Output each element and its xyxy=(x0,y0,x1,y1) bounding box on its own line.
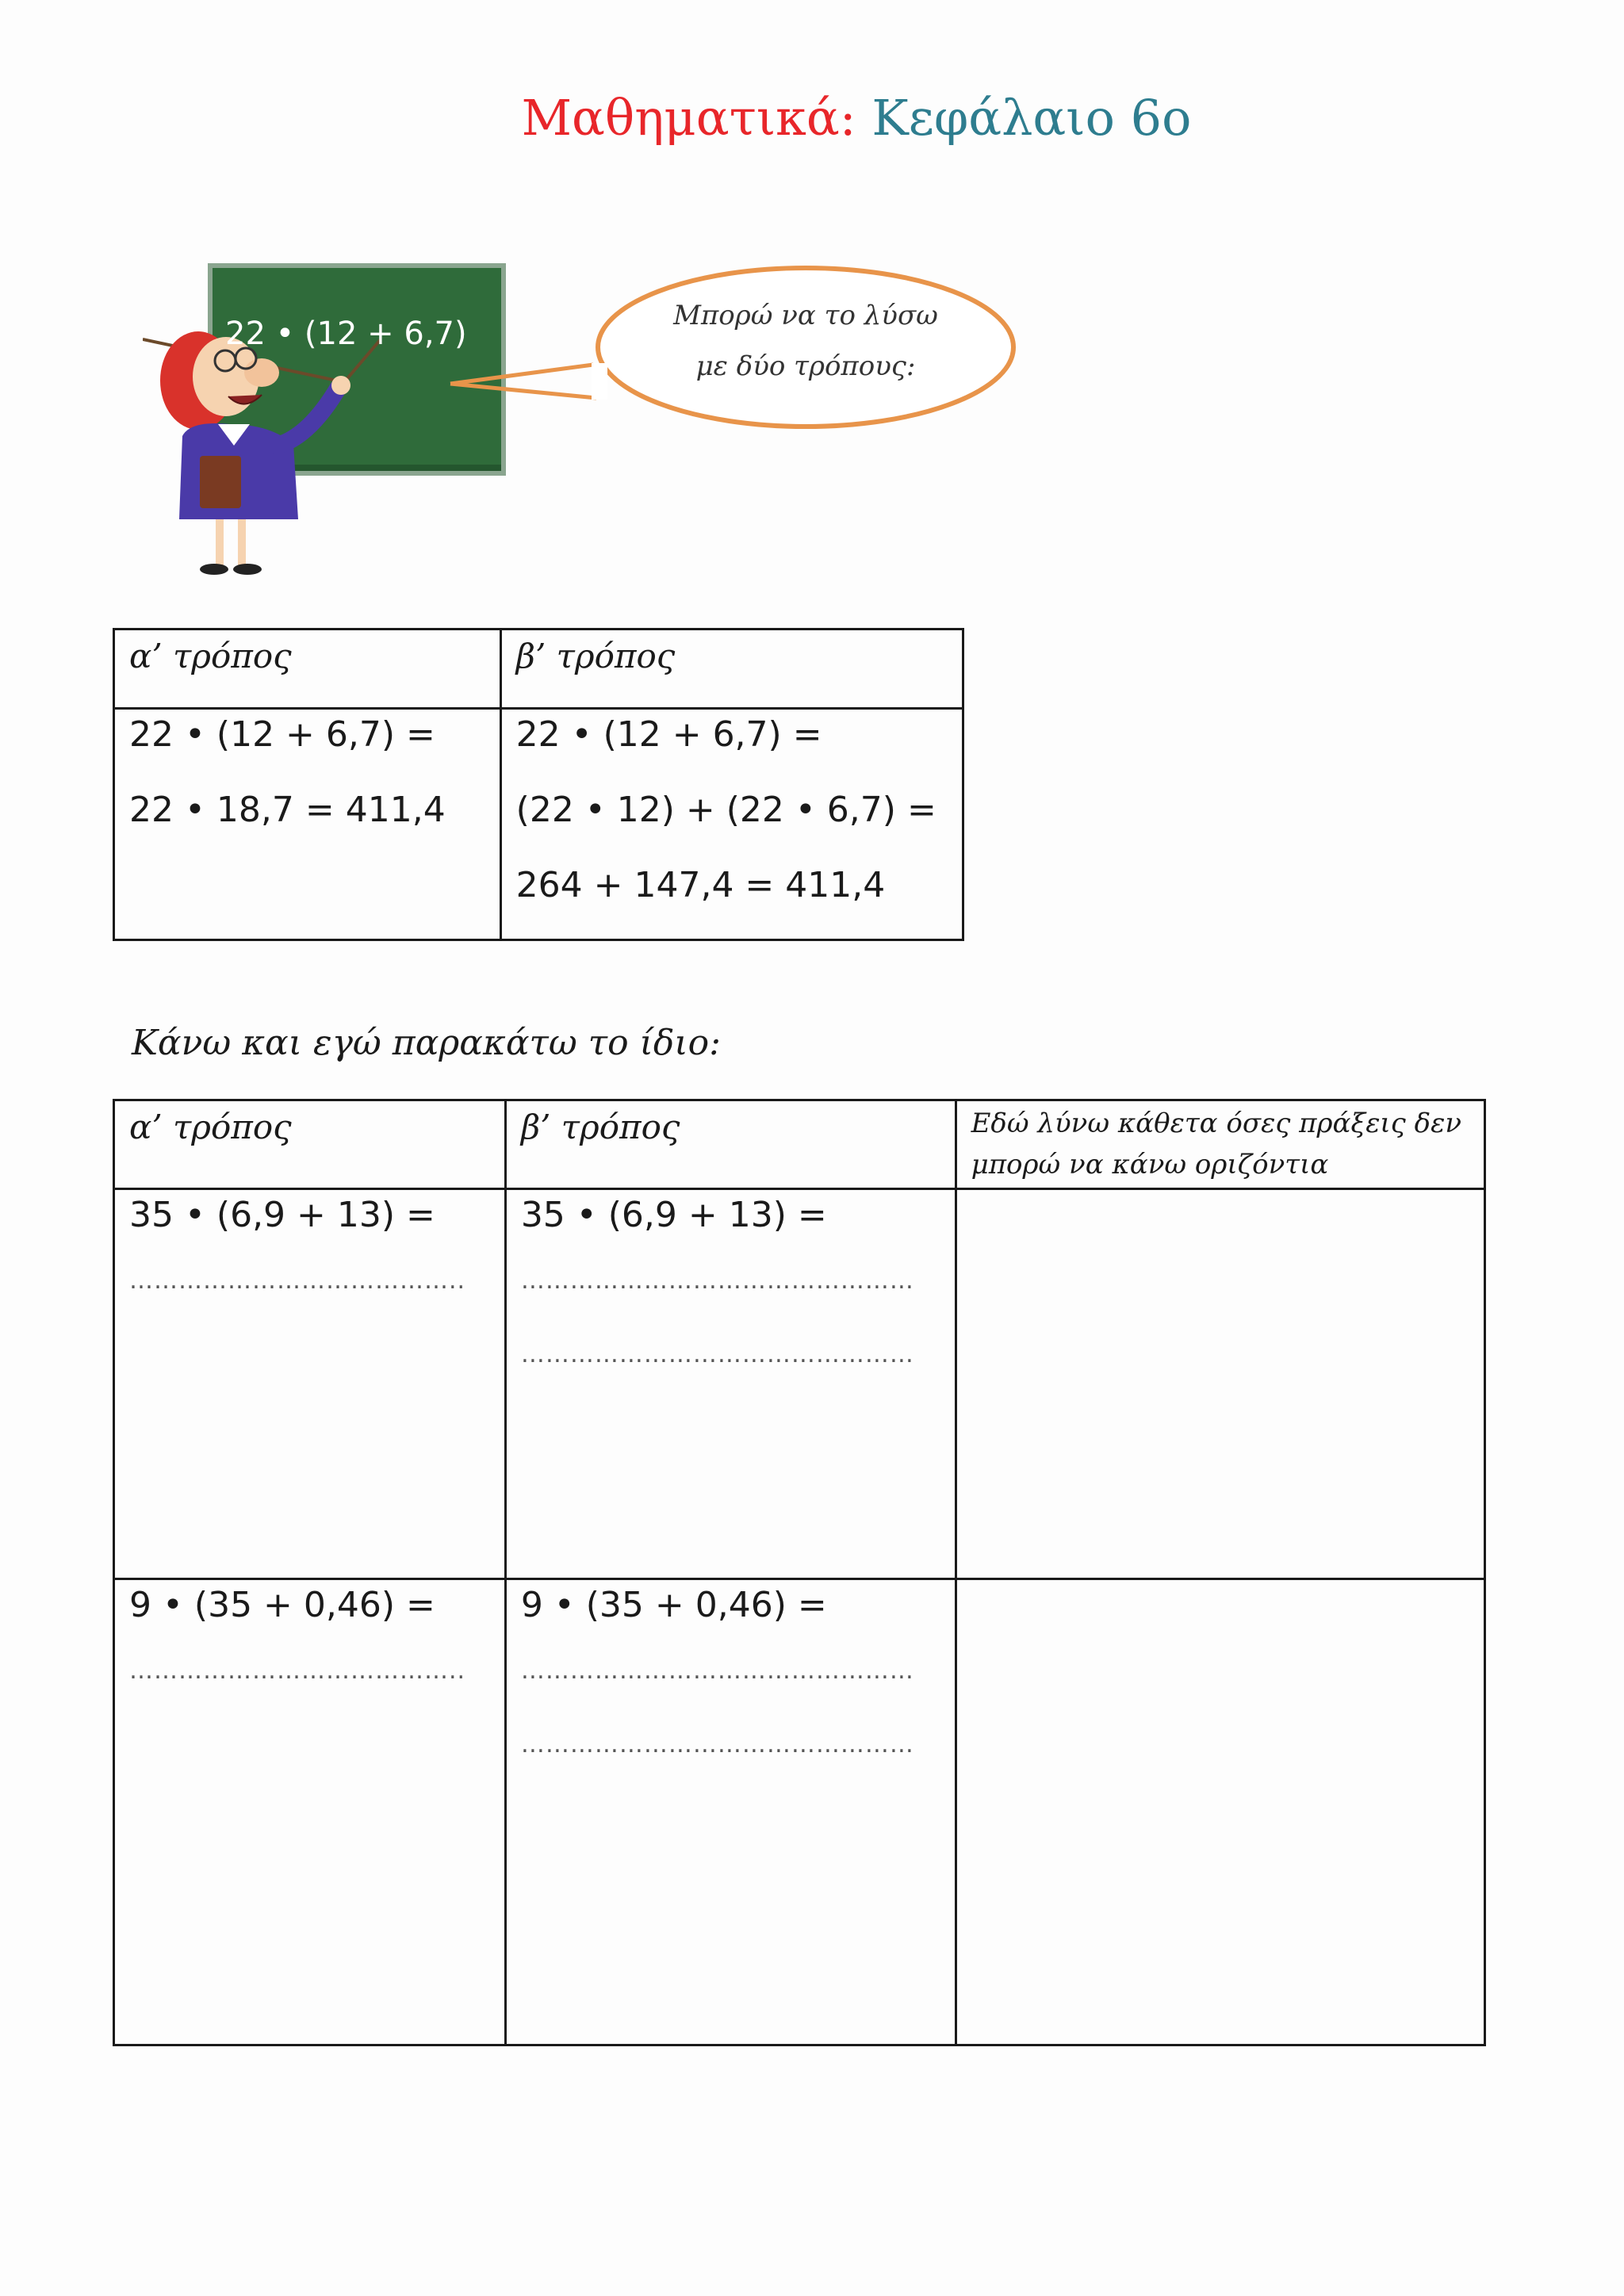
instruction-text: Κάνω και εγώ παρακάτω το ίδιο: xyxy=(132,1023,721,1063)
speech-bubble xyxy=(450,268,1013,427)
practice-row2-cell-a xyxy=(114,1579,506,2045)
practice-row1-a-expr: 35 • (6,9 + 13) = xyxy=(129,1195,435,1235)
example-a-line1: 22 • (12 + 6,7) = xyxy=(129,714,435,755)
title-sub: Κεφάλαιο 6ο xyxy=(871,89,1192,147)
page-title xyxy=(0,89,1624,147)
practice-row2-a-answer-line[interactable]: ………………………………….. xyxy=(129,1657,466,1685)
practice-row1-b-answer-line2[interactable]: ………………………………………… xyxy=(520,1341,914,1368)
practice-table xyxy=(113,1099,1486,2046)
example-cell-a xyxy=(114,709,501,940)
practice-row2-a-expr: 9 • (35 + 0,46) = xyxy=(129,1585,435,1625)
title-main: Μαθηματικά: xyxy=(521,89,856,147)
practice-row2-work-area[interactable] xyxy=(956,1579,1484,2045)
practice-row1-cell-a xyxy=(114,1189,506,1579)
example-cell-b xyxy=(500,709,963,940)
board-expression: 22 • (12 + 6,7) xyxy=(225,316,467,352)
practice-row1-cell-b xyxy=(505,1189,956,1579)
example-b-line2: (22 • 12) + (22 • 6,7) = xyxy=(515,790,936,830)
example-b-line1: 22 • (12 + 6,7) = xyxy=(515,714,822,755)
speech-text-line2: με δύο τρόπους: xyxy=(695,350,916,382)
example-table xyxy=(113,628,964,941)
practice-row1-b-expr: 35 • (6,9 + 13) = xyxy=(520,1195,827,1235)
practice-row2-b-expr: 9 • (35 + 0,46) = xyxy=(520,1585,827,1625)
practice-header-a: α’ τρόπος xyxy=(114,1100,506,1189)
practice-row1-b-answer-line1[interactable]: ………………………………………… xyxy=(520,1267,914,1295)
practice-row2-cell-b xyxy=(505,1579,956,2045)
example-header-a: α’ τρόπος xyxy=(114,629,501,709)
example-a-line2: 22 • 18,7 = 411,4 xyxy=(129,790,446,830)
example-b-line3: 264 + 147,4 = 411,4 xyxy=(515,865,886,905)
example-header-b: β’ τρόπος xyxy=(500,629,963,709)
practice-header-c: Εδώ λύνω κάθετα όσες πράξεις δεν μπορώ να κάνω οριζόντια xyxy=(956,1100,1484,1189)
practice-row1-work-area[interactable] xyxy=(956,1189,1484,1579)
practice-row2-b-answer-line2[interactable]: ………………………………………… xyxy=(520,1731,914,1758)
speech-text-line1: Μπορώ να το λύσω xyxy=(673,300,938,331)
practice-row2-b-answer-line1[interactable]: ………………………………………… xyxy=(520,1657,914,1685)
practice-row1-a-answer-line[interactable]: ………………………………….. xyxy=(129,1267,466,1295)
practice-header-b: β’ τρόπος xyxy=(505,1100,956,1189)
